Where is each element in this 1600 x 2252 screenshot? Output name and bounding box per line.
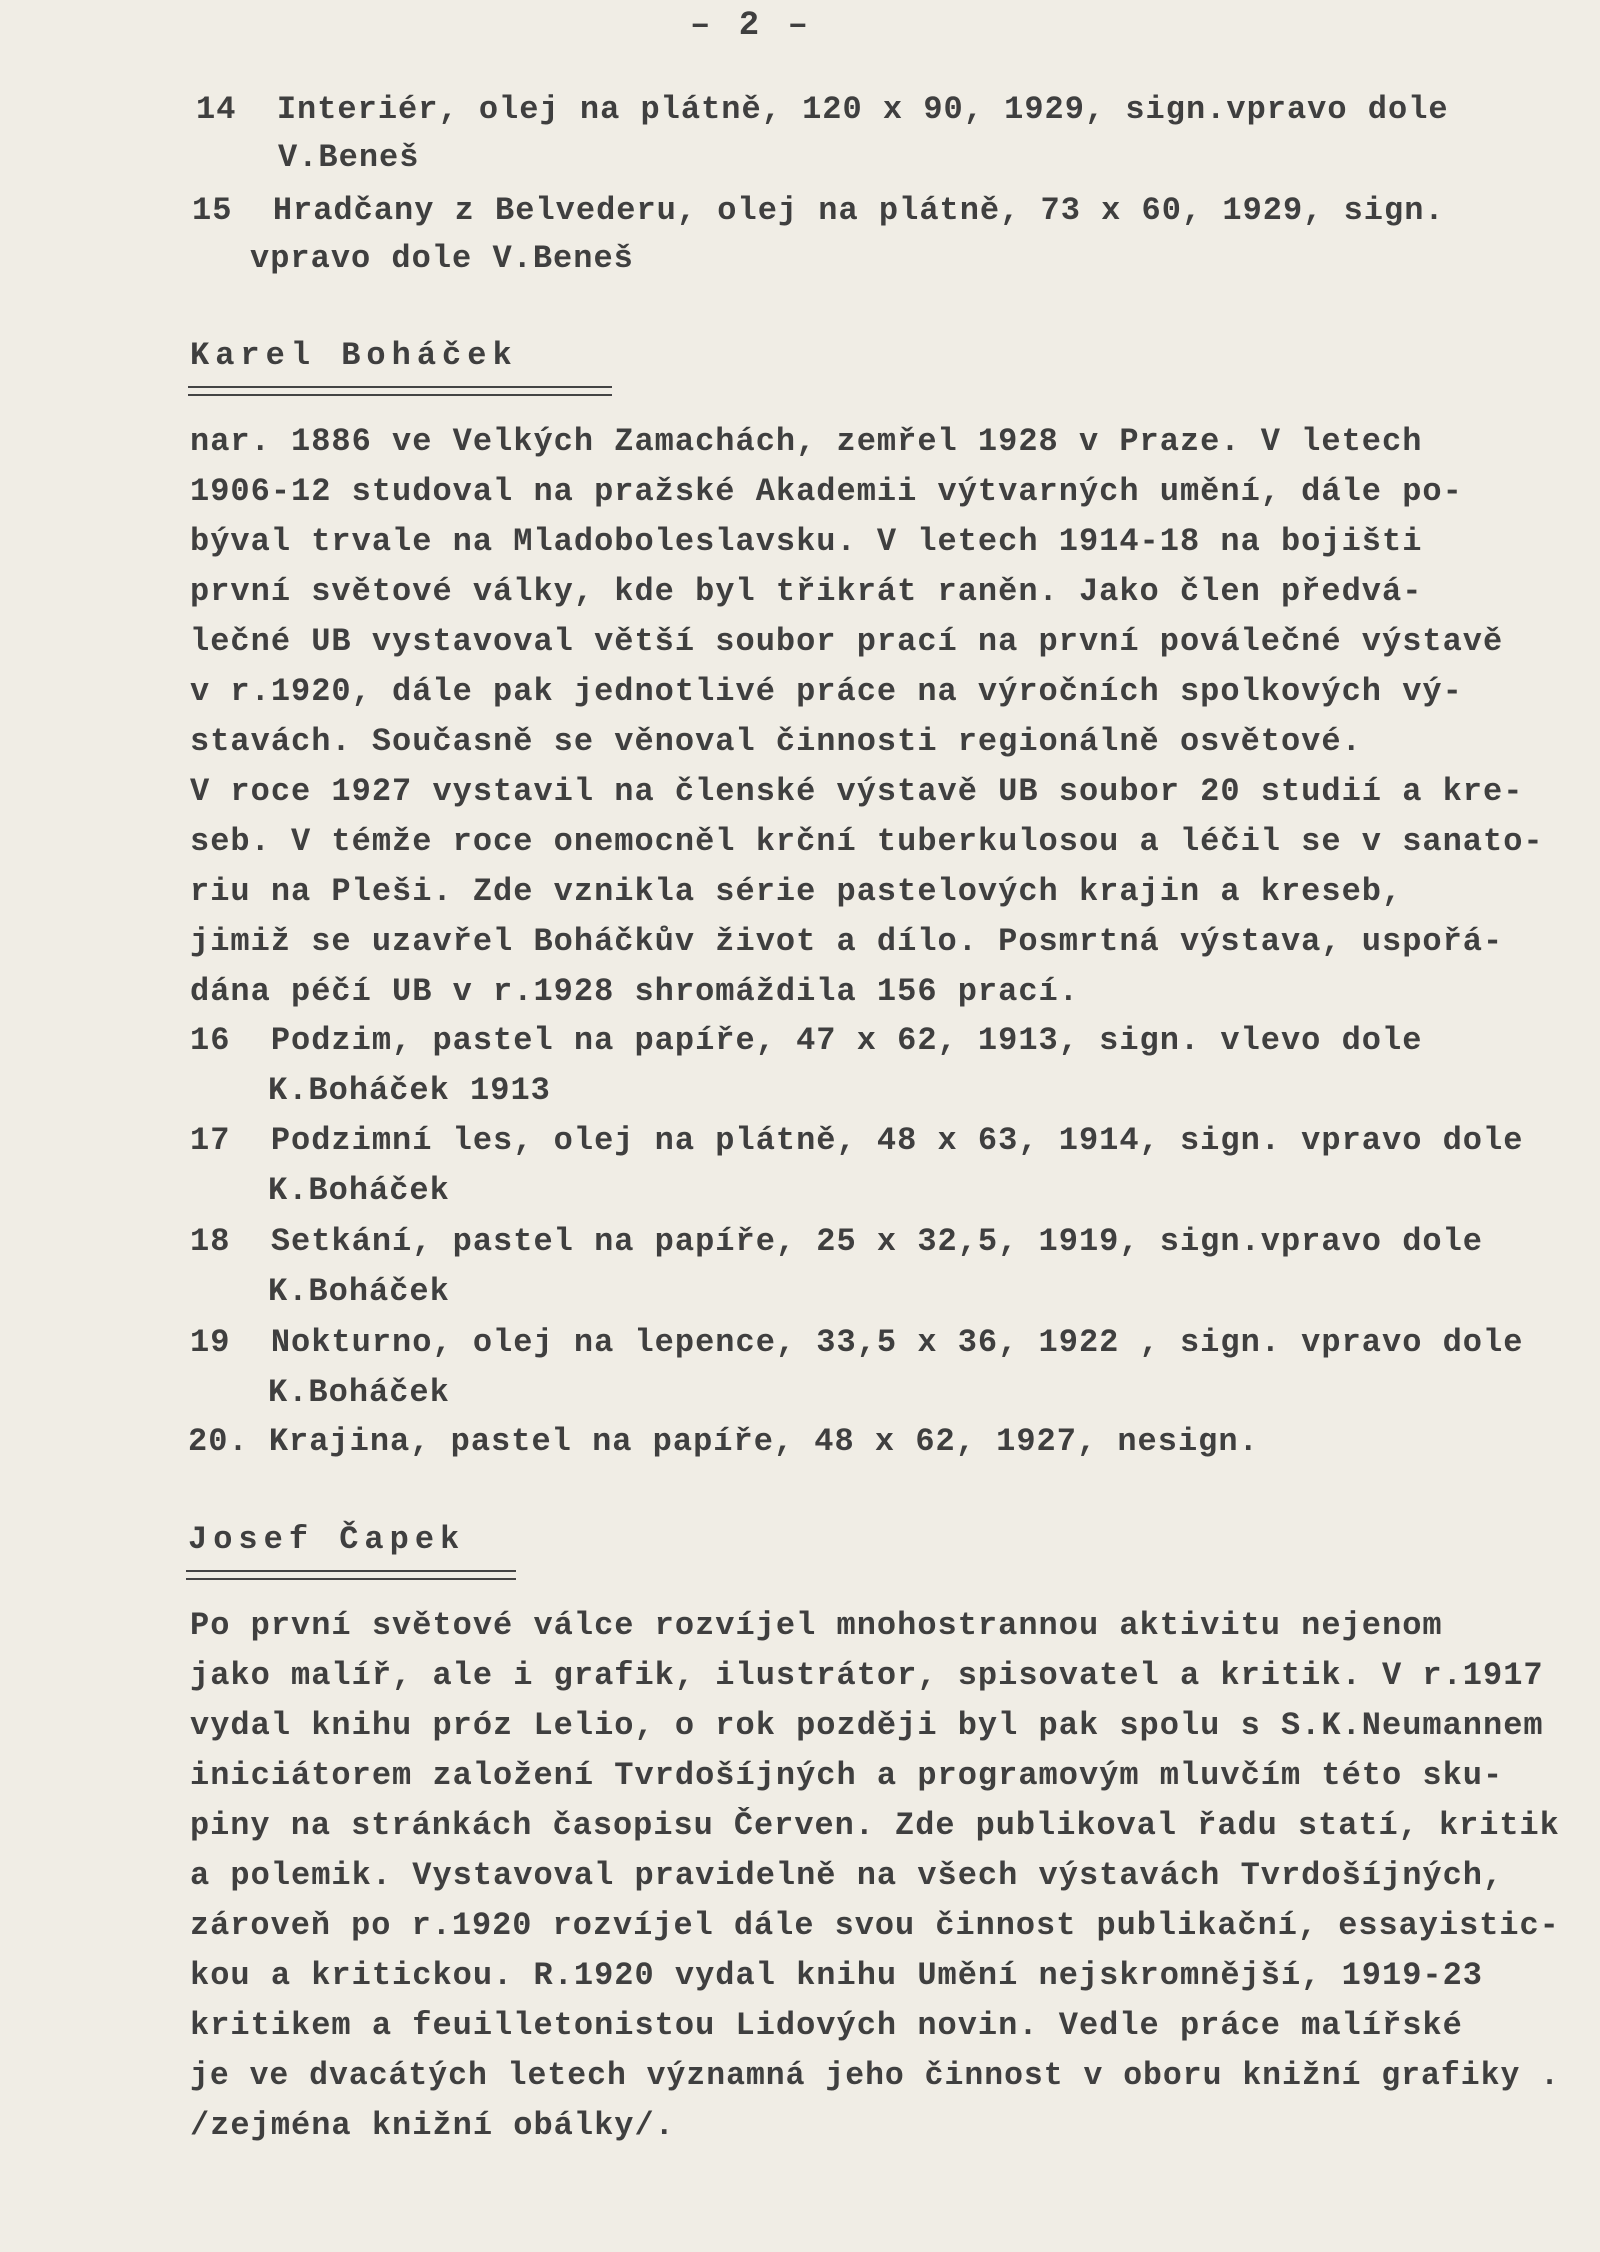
page-number: – 2 –	[690, 7, 813, 45]
catalog-entry-17-line1: 17 Podzimní les, olej na plátně, 48 x 63, 1914, sign. vpravo dole	[190, 1122, 1524, 1159]
catalog-entry-14-line2: V.Beneš	[278, 139, 420, 176]
paragraph-line: /zejména knižní obálky/.	[190, 2107, 675, 2144]
catalog-entry-19-line2: K.Boháček	[268, 1374, 450, 1411]
paragraph-line: riu na Pleši. Zde vznikla série pastelových krajin a kreseb,	[190, 873, 1403, 910]
heading-underline	[188, 386, 612, 396]
catalog-entry-20-line1: 20. Krajina, pastel na papíře, 48 x 62, 1927, nesign.	[188, 1423, 1259, 1460]
paragraph-line: kou a kritickou. R.1920 vydal knihu Umění nejskromnější, 1919-23	[190, 1957, 1483, 1994]
paragraph-line: v r.1920, dále pak jednotlivé práce na výročních spolkových vý-	[190, 673, 1463, 710]
paragraph-line: jako malíř, ale i grafik, ilustrátor, spisovatel a kritik. V r.1917	[190, 1657, 1544, 1694]
paragraph-line: býval trvale na Mladoboleslavsku. V letech 1914-18 na bojišti	[190, 523, 1423, 560]
catalog-entry-15-line2: vpravo dole V.Beneš	[250, 240, 634, 277]
paragraph-line: je ve dvacátých letech významná jeho činnost v oboru knižní grafiky .	[190, 2057, 1561, 2094]
paragraph-line: dána péčí UB v r.1928 shromáždila 156 prací.	[190, 973, 1079, 1010]
paragraph-line: seb. V témže roce onemocněl krční tuberkulosou a léčil se v sanato-	[190, 823, 1544, 860]
paragraph-line: nar. 1886 ve Velkých Zamachách, zemřel 1928 v Praze. V letech	[190, 423, 1423, 460]
catalog-entry-15-line1: 15 Hradčany z Belvederu, olej na plátně, 73 x 60, 1929, sign.	[192, 192, 1445, 229]
section-heading-capek: Josef Čapek	[188, 1521, 466, 1558]
heading-underline	[186, 1570, 516, 1580]
paragraph-line: zároveň po r.1920 rozvíjel dále svou činnost publikační, essayistic-	[190, 1907, 1560, 1944]
catalog-entry-18-line1: 18 Setkání, pastel na papíře, 25 x 32,5, 1919, sign.vpravo dole	[190, 1223, 1483, 1260]
section-heading-bohacek: Karel Boháček	[190, 337, 518, 374]
paragraph-line: Po první světové válce rozvíjel mnohostrannou aktivitu nejenom	[190, 1607, 1443, 1644]
catalog-entry-16-line2: K.Boháček 1913	[268, 1072, 551, 1109]
paragraph-line: piny na stránkách časopisu Červen. Zde publikoval řadu statí, kritik	[190, 1807, 1560, 1844]
catalog-entry-14-line1: 14 Interiér, olej na plátně, 120 x 90, 1929, sign.vpravo dole	[196, 91, 1449, 128]
catalog-entry-18-line2: K.Boháček	[268, 1273, 450, 1310]
catalog-entry-17-line2: K.Boháček	[268, 1172, 450, 1209]
paragraph-line: 1906-12 studoval na pražské Akademii výtvarných umění, dále po-	[190, 473, 1463, 510]
catalog-entry-19-line1: 19 Nokturno, olej na lepence, 33,5 x 36, 1922 , sign. vpravo dole	[190, 1324, 1524, 1361]
paragraph-line: jimiž se uzavřel Boháčkův život a dílo. Posmrtná výstava, uspořá-	[190, 923, 1504, 960]
paragraph-line: iniciátorem založení Tvrdošíjných a programovým mluvčím této sku-	[190, 1757, 1504, 1794]
paragraph-line: první světové války, kde byl třikrát raněn. Jako člen předvá-	[190, 573, 1423, 610]
paragraph-line: a polemik. Vystavoval pravidelně na všech výstavách Tvrdošíjných,	[190, 1857, 1504, 1894]
catalog-entry-16-line1: 16 Podzim, pastel na papíře, 47 x 62, 1913, sign. vlevo dole	[190, 1022, 1423, 1059]
paragraph-line: kritikem a feuilletonistou Lidových novin. Vedle práce malířské	[190, 2007, 1463, 2044]
paragraph-line: stavách. Současně se věnoval činnosti regionálně osvětové.	[190, 723, 1362, 760]
paragraph-line: lečné UB vystavoval větší soubor prací na první poválečné výstavě	[190, 623, 1504, 660]
paragraph-line: V roce 1927 vystavil na členské výstavě UB soubor 20 studií a kre-	[190, 773, 1524, 810]
paragraph-line: vydal knihu próz Lelio, o rok později byl pak spolu s S.K.Neumannem	[190, 1707, 1544, 1744]
